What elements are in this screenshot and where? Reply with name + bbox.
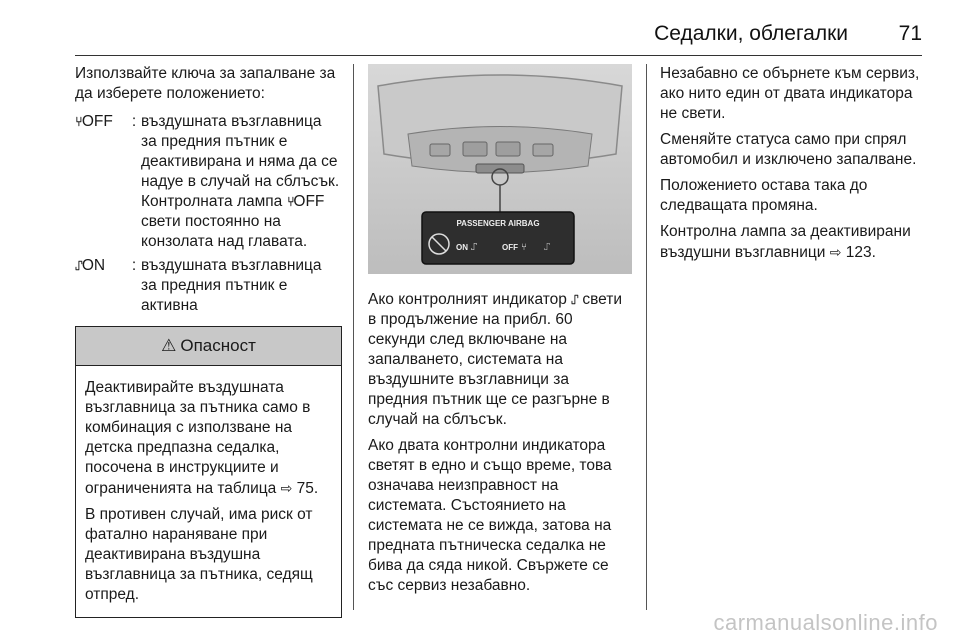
definition-term-off: ⑂OFF <box>75 113 113 130</box>
column-divider-right <box>646 64 647 610</box>
warning-body <box>76 366 341 617</box>
warning-triangle-icon: ⚠ <box>161 336 177 355</box>
service-paragraph: Незабавно се обърнете към сервиз, ако нито един от двата индикатора не свети. <box>660 65 920 122</box>
definition-desc-off: въздушната възглавница за предния пътник е деактивирана и няма да се надуе в случай на сблъсък. Контролната лампа ⑂OFF свети постоянно на конзолата над главата. <box>141 113 340 250</box>
definition-separator: : <box>131 257 137 274</box>
page-title: Седалки, облегалки <box>654 22 848 45</box>
definition-desc-on: въздушната възглавница за предния пътник е активна <box>141 257 322 314</box>
control-lamp-page-ref[interactable]: 123. <box>845 244 876 261</box>
page-number: 71 <box>898 22 922 45</box>
column-right <box>660 64 930 269</box>
airbag-off-icon: ⑂ <box>286 194 294 209</box>
header-rule <box>75 55 922 56</box>
status-change-paragraph: Сменяйте статуса само при спрял автомобил и изключено запалване. <box>660 131 917 168</box>
svg-text:⑀: ⑀ <box>471 242 477 253</box>
indicator-paragraph-2: Ако двата контролни индикатора светят в едно и също време, това означава неизправност на системата. Състоянието на системата не се вижда, затова на предната пътническа седалка не бива да сяда никой. Свържете се със сервиз незабавно. <box>368 437 612 594</box>
warning-header <box>76 327 341 366</box>
definition-list <box>75 112 340 316</box>
column-divider-left <box>353 64 354 610</box>
intro-text: Използвайте ключа за запалване за да изберете положението: <box>75 65 336 102</box>
definition-on <box>75 256 340 316</box>
definition-off <box>75 112 340 252</box>
image-label-off: OFF <box>502 243 518 252</box>
image-label-passenger-airbag: PASSENGER AIRBAG <box>456 219 540 228</box>
airbag-on-icon: ⑀ <box>571 292 578 307</box>
warning-title: Опасност <box>180 336 256 355</box>
image-label-on: ON <box>456 243 468 252</box>
column-left <box>75 64 340 618</box>
airbag-on-icon: ⑀ <box>75 258 82 273</box>
warning-paragraph-1: Деактивирайте въздушната възглавница за пътника само в комбинация с използване на детска предпазна седалка, посочена в инструкциите и ограниченията на таблица ⇨ 75. <box>85 379 319 497</box>
airbag-off-icon: ⑂ <box>75 114 82 129</box>
definition-separator: : <box>131 113 137 130</box>
svg-text:⑂: ⑂ <box>521 242 527 253</box>
warning-paragraph-2: В противен случай, има риск от фатално нараняване при деактивирана въздушна възглавница за пътника, седящ отпред. <box>85 506 313 603</box>
watermark: carmanualsonline.info <box>713 610 938 635</box>
airbag-indicator-photo <box>368 64 632 274</box>
reference-arrow-icon: ⇨ <box>829 244 842 260</box>
page-header <box>0 0 960 60</box>
definition-term-on: ⑀ON <box>75 257 106 274</box>
reference-arrow-icon: ⇨ <box>280 480 293 496</box>
svg-text:⑀: ⑀ <box>544 242 550 253</box>
warning-box <box>75 326 342 618</box>
control-lamp-paragraph: Контролна лампа за деактивирани въздушни възглавници ⇨ 123. <box>660 223 911 261</box>
position-paragraph: Положението остава така до следващата промяна. <box>660 177 868 214</box>
warning-page-ref[interactable]: 75. <box>296 480 319 497</box>
indicator-paragraph-1: Ако контролният индикатор ⑀ свети в продължение на прибл. 60 секунди след включване на запалването, системата на въздушните възглавници за предния пътник ще се разгърне в случай на сблъсък. <box>368 291 623 428</box>
column-middle <box>368 64 633 602</box>
